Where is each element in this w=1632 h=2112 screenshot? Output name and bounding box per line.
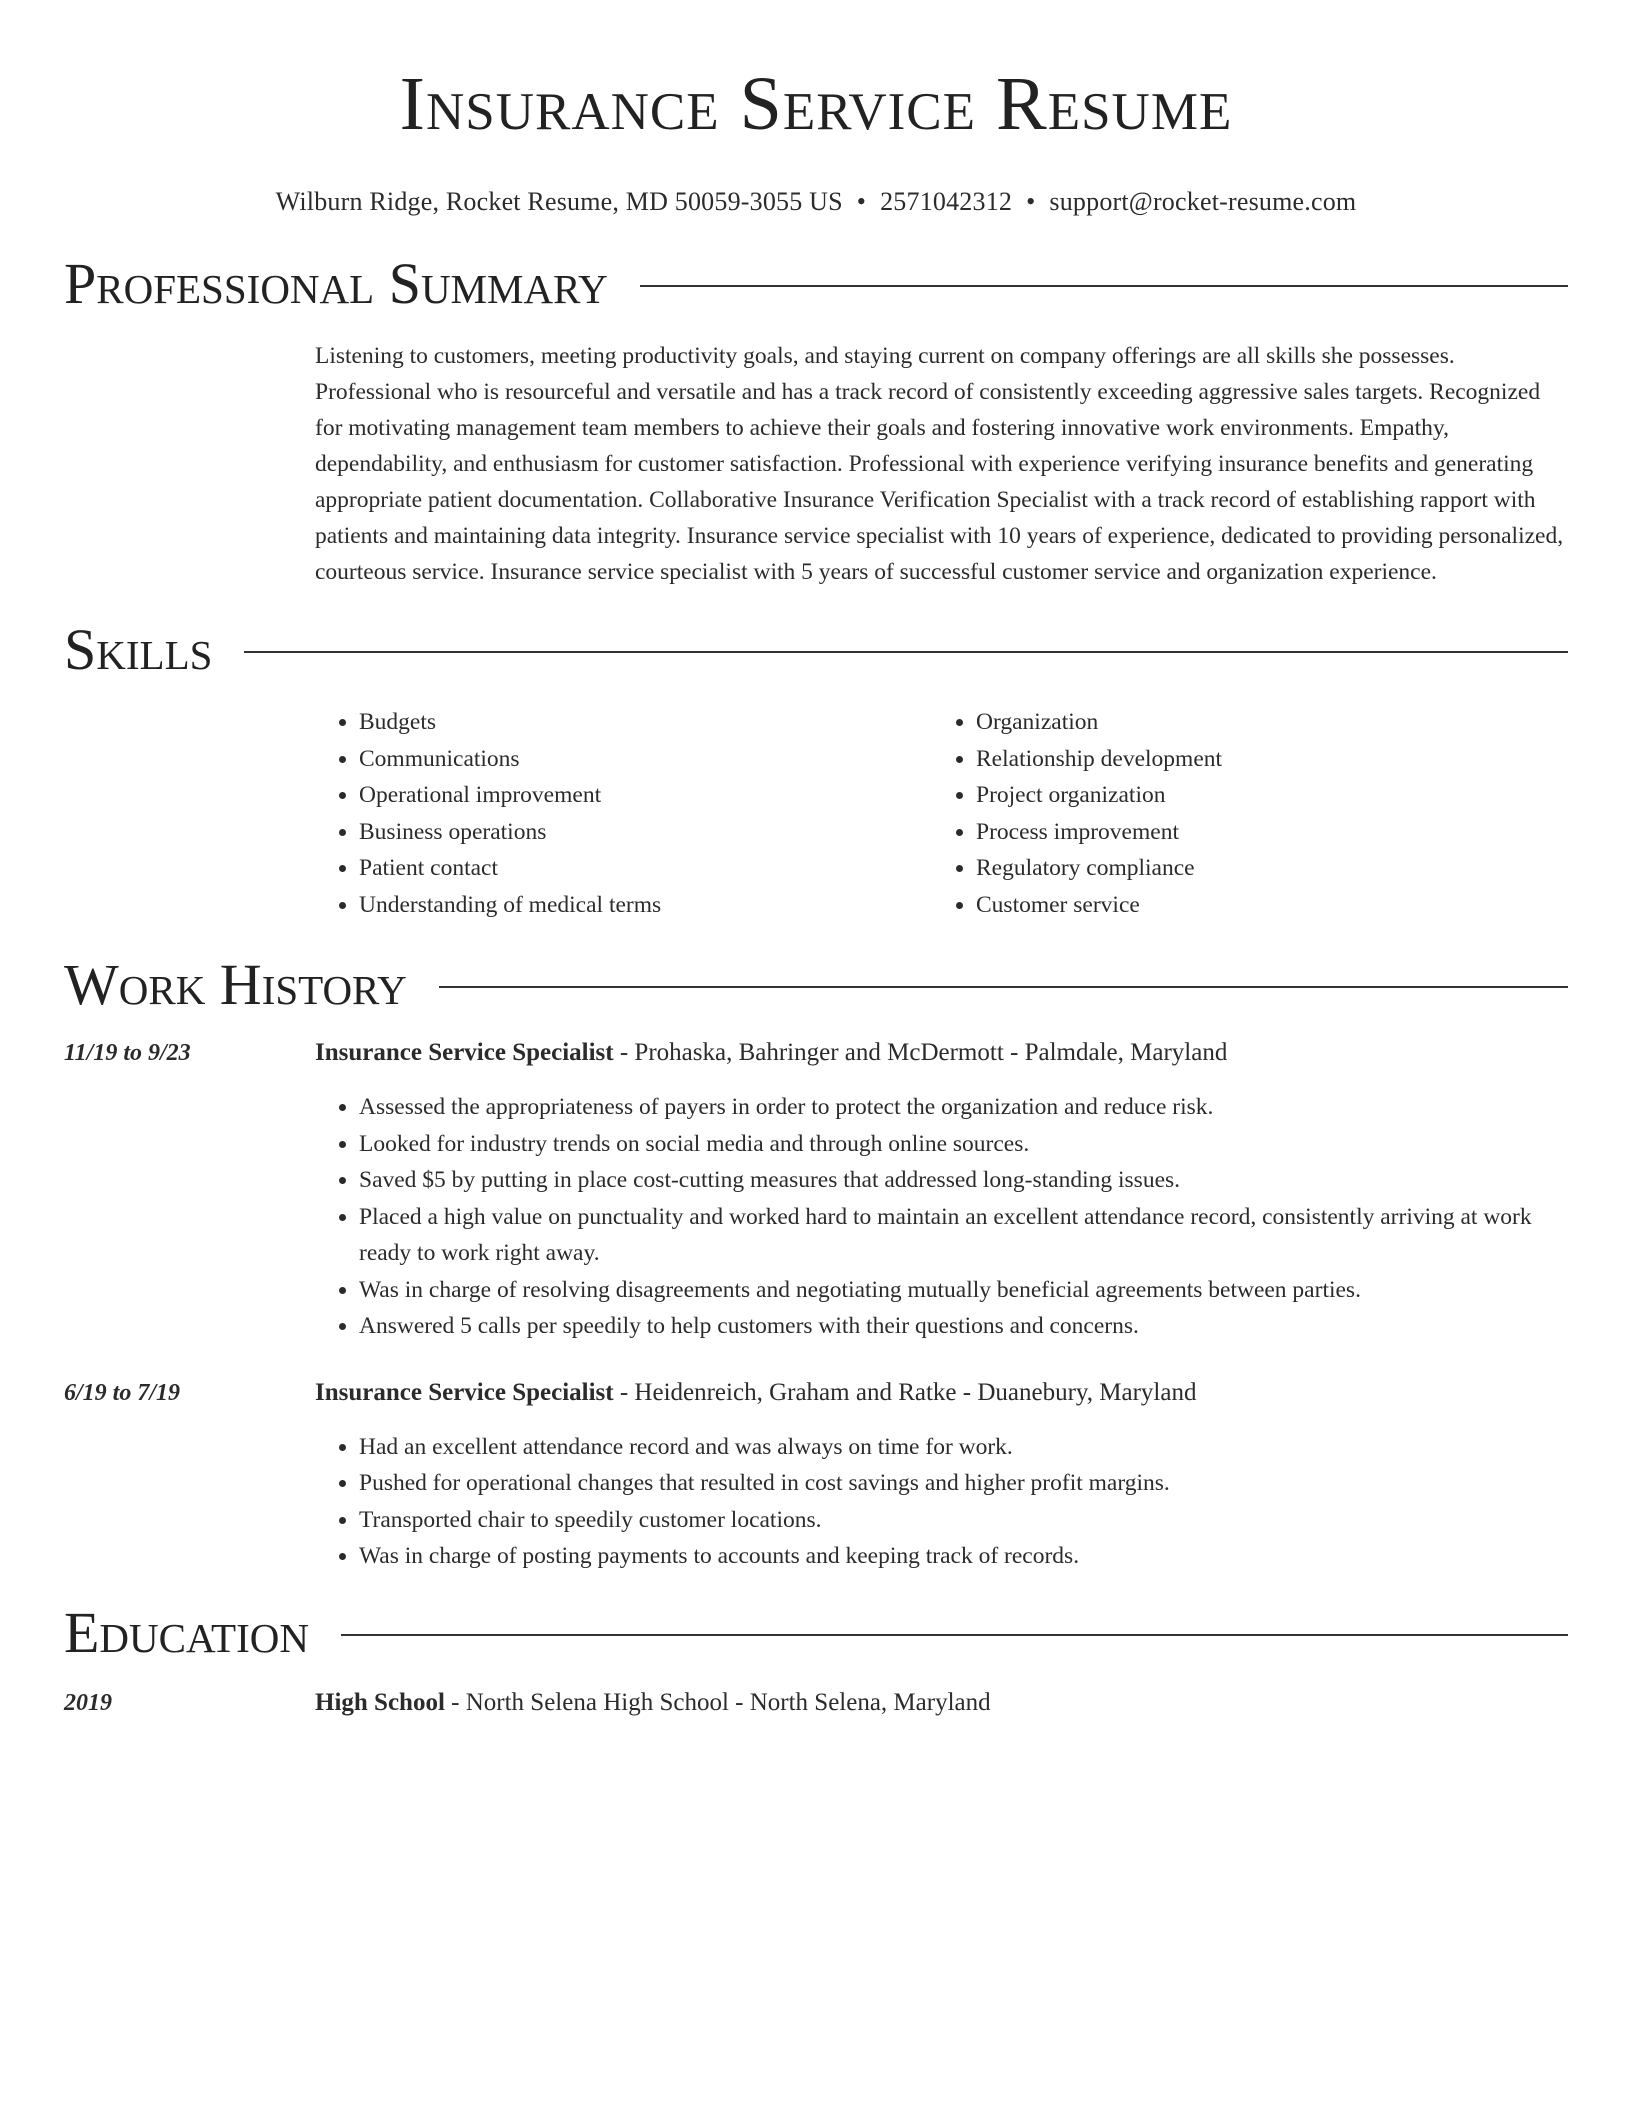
skill-item: • Operational improvement (359, 777, 932, 814)
education-year: 2019 (64, 1689, 112, 1716)
job-employer: - Prohaska, Bahringer and McDermott - Palmdale, Maryland (613, 1039, 1228, 1066)
job-heading (315, 1037, 1227, 1069)
summary-text: Listening to customers, meeting productivity goals, and staying current on company offerings are all skills she possesses. Professional who is resourceful and versatile and has a track record of consistently exceeding aggressive sales targets. Recognized for motivating management team members to achieve their goals and fostering innovative work environments. Empathy, dependability, and enthusiasm for customer satisfaction. Professional with experience verifying insurance benefits and generating appropriate patient documentation. Collaborative Insurance Verification Specialist with a track record of establishing rapport with patients and maintaining data integrity. Insurance service specialist with 10 years of experience, dedicated to providing personalized, courteous service. Insurance service specialist with 5 years of successful customer service and organization experience. (315, 343, 1564, 585)
job-entry (64, 1037, 1568, 1069)
job-title: Insurance Service Specialist (315, 1378, 614, 1406)
skill-item: • Project organization (976, 777, 1556, 814)
job-dates: 6/19 to 7/19 (64, 1379, 181, 1406)
skill-item: • Budgets (359, 704, 932, 741)
summary-section-header (64, 252, 1568, 316)
duty-item: • Transported chair to speedily customer locations. (359, 1502, 1568, 1539)
education-entry (64, 1687, 1568, 1719)
job-duties (64, 1089, 1568, 1345)
education-degree: High School (315, 1688, 445, 1716)
duty-item: • Saved $5 by putting in place cost-cutting measures that addressed long-standing issues. (359, 1162, 1568, 1199)
job-dates: 11/19 to 9/23 (64, 1040, 191, 1066)
section-divider (244, 651, 1568, 653)
resume-title: Insurance Service Resume (399, 62, 1233, 146)
section-divider (439, 986, 1568, 988)
duty-item: • Answered 5 calls per speedily to help customers with their questions and concerns. (359, 1308, 1568, 1345)
job-duties (64, 1429, 1568, 1575)
duty-item: • Placed a high value on punctuality and worked hard to maintain an excellent attendance record, consistently arriving at work ready to work right away. (359, 1199, 1568, 1272)
job-title: Insurance Service Specialist (315, 1039, 614, 1066)
skills-column-left (315, 704, 932, 923)
education-school: - North Selena High School - North Selena, Maryland (444, 1688, 991, 1716)
duty-item: • Had an excellent attendance record and was always on time for work. (359, 1429, 1568, 1466)
skill-item: • Customer service (976, 887, 1556, 924)
summary-heading: Professional Summary (64, 251, 608, 316)
job-entry (64, 1377, 1568, 1409)
skills-heading: Skills (64, 617, 213, 682)
duty-item: • Was in charge of resolving disagreements and negotiating mutually beneficial agreements between parties. (359, 1272, 1568, 1309)
skills-column-right (932, 704, 1556, 923)
skill-item: • Communications (359, 741, 932, 778)
contact-phone: 2571042312 (880, 187, 1013, 216)
skill-item: • Relationship development (976, 741, 1556, 778)
education-section-header (64, 1601, 1568, 1665)
skill-item: • Patient contact (359, 850, 932, 887)
education-heading: Education (64, 1599, 309, 1665)
contact-separator: • (856, 187, 867, 216)
duty-item: • Was in charge of posting payments to accounts and keeping track of records. (359, 1538, 1568, 1575)
contact-address: Wilburn Ridge, Rocket Resume, MD 50059-3055 US (275, 187, 843, 216)
contact-email: support@rocket-resume.com (1049, 187, 1357, 216)
section-divider (640, 285, 1568, 287)
education-heading-line (315, 1687, 991, 1719)
skill-item: • Process improvement (976, 814, 1556, 851)
skill-item: • Organization (976, 704, 1556, 741)
duty-item: • Pushed for operational changes that resulted in cost savings and higher profit margins. (359, 1465, 1568, 1502)
section-divider (341, 1634, 1568, 1636)
contact-separator: • (1026, 187, 1036, 216)
skill-item: • Understanding of medical terms (359, 887, 932, 924)
skill-item: • Regulatory compliance (976, 850, 1556, 887)
skills-section-header (64, 618, 1568, 682)
duty-item: • Looked for industry trends on social media and through online sources. (359, 1126, 1568, 1163)
resume-page (64, 0, 1568, 1719)
job-employer: - Heidenreich, Graham and Ratke - Duanebury, Maryland (613, 1378, 1197, 1406)
work-section-header (64, 953, 1568, 1017)
skill-item: • Business operations (359, 814, 932, 851)
job-heading (315, 1377, 1196, 1409)
skills-list (315, 704, 1568, 923)
contact-line (64, 186, 1568, 218)
work-heading: Work History (64, 952, 407, 1017)
duty-item: • Assessed the appropriateness of payers in order to protect the organization and reduce risk. (359, 1089, 1568, 1126)
